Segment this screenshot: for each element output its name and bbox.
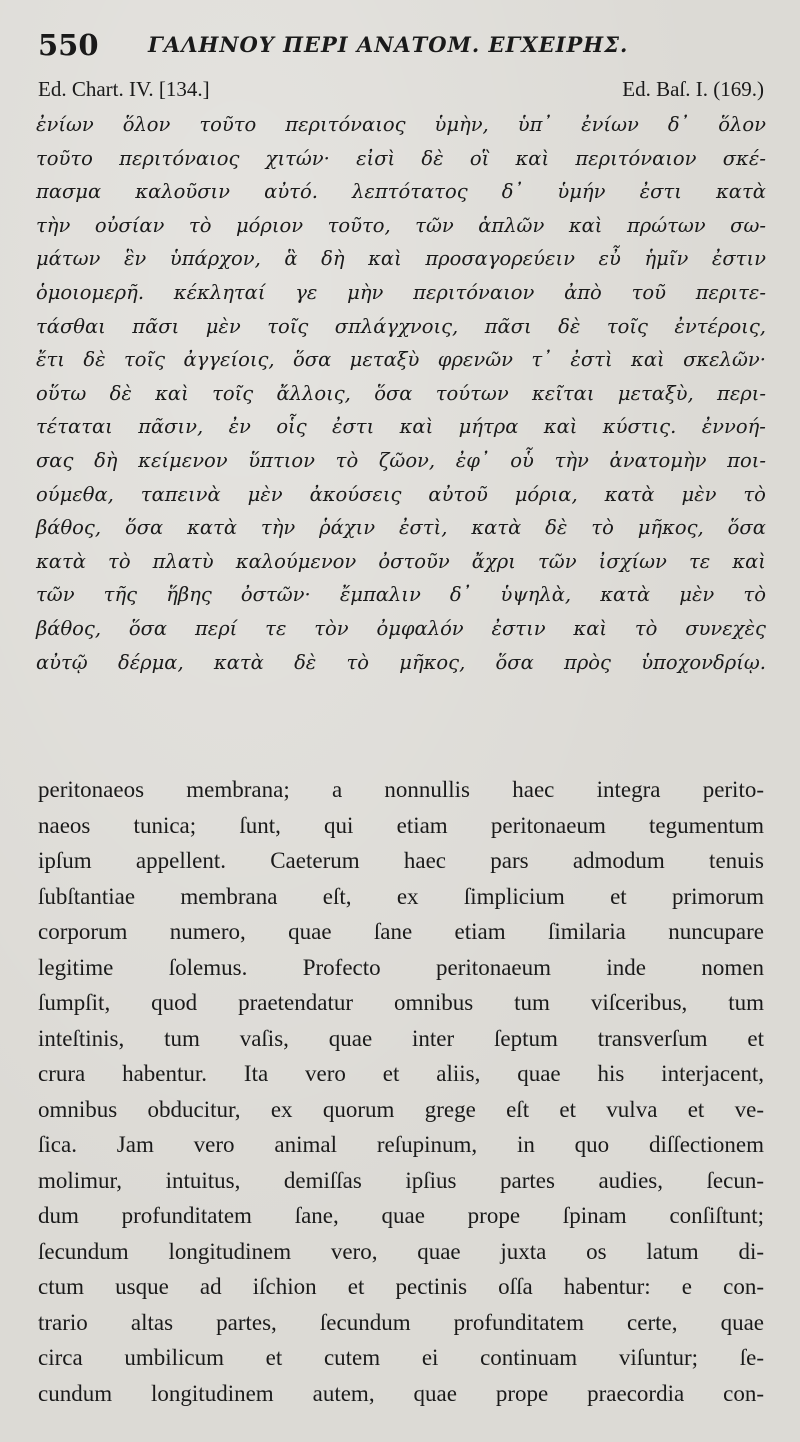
greek-word: ζῶον, [378, 448, 436, 472]
greek-word: ὀστῶν· [240, 583, 311, 607]
greek-word: τὸ [346, 650, 370, 674]
greek-text-line [36, 612, 766, 646]
greek-word: κατὰ [604, 482, 655, 506]
greek-word: τέταται [36, 415, 113, 439]
greek-word: σω- [730, 213, 766, 237]
greek-word: πρώτων [626, 213, 706, 237]
latin-text-line: ctum usque ad iſchion et pectinis oſſa habentur: e con- [38, 1274, 764, 1299]
latin-text-line: corporum numero, quae ſane etiam ſimilaria nuncupare [38, 919, 764, 944]
greek-word: περιτόναιον [413, 280, 535, 304]
running-title: ΓΑΛΗΝΟΥ ΠΕΡΙ ΑΝΑΤΟΜ. ΕΓΧΕΙΡΗΣ. [148, 32, 629, 57]
greek-word: οἳ [469, 146, 490, 170]
greek-word: κατὰ [187, 516, 238, 540]
greek-word: οὕτω [36, 381, 87, 405]
greek-word: κεῖται [532, 381, 595, 405]
greek-word: τοῦτο, [327, 213, 391, 237]
greek-word: τῶν [415, 213, 454, 237]
greek-word: χιτών· [265, 146, 330, 170]
greek-word: ἓν [123, 247, 147, 271]
greek-word: ἐνίων [581, 113, 639, 136]
greek-word: μὲν [681, 482, 717, 506]
greek-word: ἐφ᾽ [455, 448, 490, 472]
greek-word: τ᾽ [531, 348, 552, 372]
greek-word: μὲν [205, 314, 241, 338]
greek-word: καὶ [515, 146, 550, 170]
greek-word: ἐστὶ [570, 348, 613, 372]
latin-text-line: naeos tunica; ſunt, qui etiam peritonaeum tegumentum [38, 812, 764, 838]
greek-word: καλοῦσιν [135, 180, 231, 204]
greek-word: ὅλον [718, 113, 766, 136]
greek-word: καὶ [631, 348, 665, 372]
greek-word: ὅσα [495, 650, 534, 674]
greek-word: ὑποχονδρίῳ. [641, 650, 766, 674]
greek-word: ὑμήν [557, 180, 606, 204]
greek-word: ἐστιν [491, 616, 546, 640]
greek-word: πασμα [36, 180, 102, 204]
greek-word: καὶ [573, 616, 608, 640]
greek-word: καὶ [568, 213, 603, 237]
greek-word: κατὰ [213, 650, 264, 674]
greek-word: τὸ [108, 549, 131, 573]
greek-word: αὐτῷ [36, 650, 88, 674]
greek-word: τὴν [36, 213, 71, 237]
greek-word: πλατὺ [152, 549, 214, 573]
greek-word: ἐνίων [36, 113, 94, 136]
greek-text-line [36, 377, 766, 411]
greek-word: ἐννοή- [701, 415, 766, 439]
greek-word: τε [265, 616, 287, 640]
greek-word: δὲ [421, 146, 444, 170]
greek-word: ἐντέροις, [674, 314, 766, 338]
greek-word: τοῖς [267, 314, 309, 338]
greek-word: ἡμῖν [644, 247, 689, 271]
greek-word: οὗ [510, 448, 534, 472]
greek-word: δὴ [94, 448, 118, 472]
greek-word: ὑπάρχον, [169, 247, 261, 271]
greek-word: τοῦ [631, 280, 666, 304]
greek-word: καὶ [732, 549, 766, 573]
greek-word: τὸ [188, 213, 212, 237]
latin-text-line: inteſtinis, tum vaſis, quae inter ſeptum transverſum et [38, 1025, 764, 1051]
greek-word: μόρια, [514, 482, 578, 506]
greek-word: ἐστι [639, 180, 682, 204]
greek-word: σας [36, 448, 74, 472]
greek-word: τε [688, 549, 711, 573]
greek-word: πᾶσιν, [138, 415, 204, 439]
greek-word: ἐστι [332, 415, 375, 439]
greek-word: ἁπλῶν [478, 213, 545, 237]
greek-word: καλούμενον [235, 549, 357, 573]
greek-word: ὕπτιον [248, 448, 315, 472]
latin-text-line: ipſum appellent. Caeterum haec pars admodum tenuis [38, 848, 764, 873]
greek-word: λεπτότατος [352, 180, 468, 204]
greek-text-line [36, 646, 766, 680]
greek-word: τὸ [335, 448, 359, 472]
greek-word: τὴν [554, 448, 589, 472]
greek-word: τὸ [634, 616, 658, 640]
greek-text-line [36, 108, 766, 142]
greek-text-line [36, 343, 766, 377]
greek-word: δ᾽ [449, 583, 472, 607]
latin-text-line: circa umbilicum et cutem ei continuam viſuntur; ſe- [38, 1345, 764, 1370]
greek-word: αὐτό. [264, 180, 318, 204]
greek-word: τὸ [743, 482, 766, 506]
greek-word: πρὸς [564, 650, 611, 674]
greek-word: τοῦτο [36, 146, 93, 170]
greek-word: ἄλλοις, [276, 381, 351, 405]
greek-word: ἰσχίων [598, 549, 667, 573]
greek-word: ἐστιν [711, 247, 766, 271]
greek-word: τοῖς [123, 348, 166, 372]
greek-word: περιτε- [695, 280, 766, 304]
greek-word: ταπεινὰ [140, 482, 221, 506]
greek-word: τῶν [538, 549, 577, 573]
greek-text-line [36, 310, 766, 344]
greek-word: ὅλον [122, 113, 171, 136]
greek-word: μεταξὺ [349, 348, 420, 372]
greek-word: τὸν [314, 616, 349, 640]
greek-word: εἰσὶ [356, 146, 396, 170]
greek-word: ὑπ᾽ [517, 113, 553, 136]
greek-text-line [36, 545, 766, 579]
greek-word: ὑψηλὰ, [500, 583, 572, 607]
greek-word: σκέ- [722, 146, 766, 170]
greek-word: ποι- [727, 448, 766, 472]
greek-text-block [36, 108, 766, 679]
greek-word: μεταξὺ, [617, 381, 694, 405]
greek-word: ὁμοιομερῆ. [36, 280, 145, 304]
greek-word: ούμεθα, [36, 482, 114, 506]
latin-text-line: peritonaeos membrana; a nonnullis haec integra perito- [38, 777, 764, 802]
greek-word: δὲ [545, 516, 568, 540]
greek-word: ἐν [228, 415, 251, 439]
greek-word: ἔτι [36, 348, 65, 372]
greek-word: ὅσα [374, 381, 413, 405]
greek-word: ἃ [284, 247, 298, 271]
greek-word: τὸ [743, 583, 766, 607]
greek-word: πᾶσι [484, 314, 532, 338]
greek-word: δὲ [83, 348, 106, 372]
greek-word: ἐστὶ, [399, 516, 448, 540]
greek-word: τοῦτο [199, 113, 257, 136]
greek-word: ἀγγείοις, [183, 348, 275, 372]
greek-word: ὅσα [128, 616, 168, 640]
greek-word: μὲν [247, 482, 283, 506]
latin-text-block [38, 772, 764, 1411]
greek-word: κείμενον [138, 448, 228, 472]
greek-word: δὲ [558, 314, 581, 338]
greek-word: περιτόναιον [575, 146, 697, 170]
greek-word: μήτρα [458, 415, 519, 439]
greek-word: μῆκος, [399, 650, 466, 674]
greek-word: κατὰ [36, 549, 86, 573]
greek-word: οἷς [276, 415, 307, 439]
greek-word: γε [295, 280, 318, 304]
latin-text-line: trario altas partes, ſecundum profunditatem certe, quae [38, 1309, 764, 1335]
greek-word: οὐσίαν [94, 213, 165, 237]
greek-word: καὶ [368, 247, 402, 271]
latin-text-line: dum profunditatem ſane, quae prope ſpinam conſiſtunt; [38, 1203, 764, 1228]
greek-text-line [36, 511, 766, 545]
greek-word: φρενῶν [437, 348, 513, 372]
greek-word: μάτων [36, 247, 101, 271]
greek-text-line [36, 276, 766, 310]
latin-text-line: legitime ſolemus. Profecto peritonaeum inde nomen [38, 954, 764, 980]
greek-word: κατὰ [471, 516, 522, 540]
greek-word: ἀπὸ [564, 280, 602, 304]
greek-word: ὀμφαλόν [376, 616, 464, 640]
greek-word: ὅσα [727, 516, 766, 540]
greek-word: περι- [717, 381, 766, 405]
greek-word: ὑμὴν, [434, 113, 489, 136]
greek-word: δὲ [109, 381, 132, 405]
latin-text-line: crura habentur. Ita vero et aliis, quae his interjacent, [38, 1061, 764, 1086]
greek-word: ἄχρι [471, 549, 516, 573]
greek-word: συνεχὲς [685, 616, 766, 640]
greek-word: ὅσα [124, 516, 164, 540]
greek-word: μῆκος, [637, 516, 704, 540]
greek-word: τὴν [260, 516, 296, 540]
greek-word: ὀστοῦν [378, 549, 450, 573]
greek-word: δ᾽ [501, 180, 524, 204]
greek-text-line [36, 444, 766, 478]
greek-word: τὸ [591, 516, 614, 540]
greek-word: σκελῶν· [683, 348, 766, 372]
greek-word: καὶ [155, 381, 189, 405]
greek-text-line [36, 578, 766, 612]
greek-text-line [36, 175, 766, 209]
greek-word: τάσθαι [36, 314, 106, 338]
greek-word: περιτόναιος [285, 113, 406, 136]
greek-word: δὲ [294, 650, 317, 674]
greek-word: περιτόναιος [119, 146, 240, 170]
greek-word: βάθος, [36, 516, 102, 540]
greek-word: δ᾽ [667, 113, 690, 136]
greek-word: τοῖς [606, 314, 648, 338]
latin-text-line: ſecundum longitudinem vero, quae juxta os latum di- [38, 1238, 764, 1264]
greek-text-line [36, 478, 766, 512]
greek-word: κατὰ [600, 583, 651, 607]
greek-word: καὶ [399, 415, 434, 439]
greek-word: μόριον [235, 213, 304, 237]
running-head [38, 28, 768, 68]
edition-reference-line [38, 77, 764, 103]
greek-word: ὅσα [293, 348, 332, 372]
greek-word: τῶν [36, 583, 75, 607]
greek-word: ἔμπαλιν [339, 583, 421, 607]
greek-word: ἀνατομὴν [609, 448, 707, 472]
latin-text-line: ſica. Jam vero animal reſupinum, in quo diſſectionem [38, 1132, 764, 1157]
greek-word: τούτων [435, 381, 509, 405]
greek-word: τοῖς [212, 381, 254, 405]
greek-word: πᾶσι [132, 314, 180, 338]
greek-word: δέρμα, [117, 650, 184, 674]
latin-text-line: omnibus obducitur, ex quorum grege eſt et vulva et ve- [38, 1096, 764, 1122]
greek-word: βάθος, [36, 616, 102, 640]
edition-reference-basel: Ed. Baſ. I. (169.) [622, 77, 764, 101]
greek-word: προσαγορεύειν [425, 247, 575, 271]
greek-word: κατὰ [715, 180, 766, 204]
latin-text-line: molimur, intuitus, demiſſas ipſius partes audies, ſecun- [38, 1167, 764, 1193]
latin-text-line: ſubſtantiae membrana eſt, ex ſimplicium et primorum [38, 883, 764, 909]
greek-text-line [36, 410, 766, 444]
greek-word: μὴν [347, 280, 384, 304]
greek-word: κύστις. [602, 415, 677, 439]
greek-word: τῆς [103, 583, 138, 607]
greek-word: αὐτοῦ [428, 482, 488, 506]
greek-word: μὲν [679, 583, 715, 607]
greek-word: σπλάγχνοις, [334, 314, 459, 338]
latin-text-line: cundum longitudinem autem, quae prope praecordia con- [38, 1380, 764, 1406]
edition-reference-chartier: Ed. Chart. IV. [134.] [38, 77, 210, 101]
greek-word: κέκληταί [173, 280, 266, 304]
greek-word: καὶ [543, 415, 578, 439]
greek-word: ἥβης [166, 583, 212, 607]
greek-word: ῥάχιν [319, 516, 376, 540]
greek-word: δὴ [321, 247, 345, 271]
greek-word: περί [194, 616, 238, 640]
greek-text-line [36, 209, 766, 243]
greek-text-line [36, 242, 766, 276]
page-number: 550 [38, 28, 99, 62]
greek-text-line [36, 142, 766, 176]
greek-word: εὖ [598, 247, 621, 271]
latin-text-line: ſumpſit, quod praetendatur omnibus tum viſceribus, tum [38, 990, 764, 1015]
greek-word: ἀκούσεις [309, 482, 402, 506]
